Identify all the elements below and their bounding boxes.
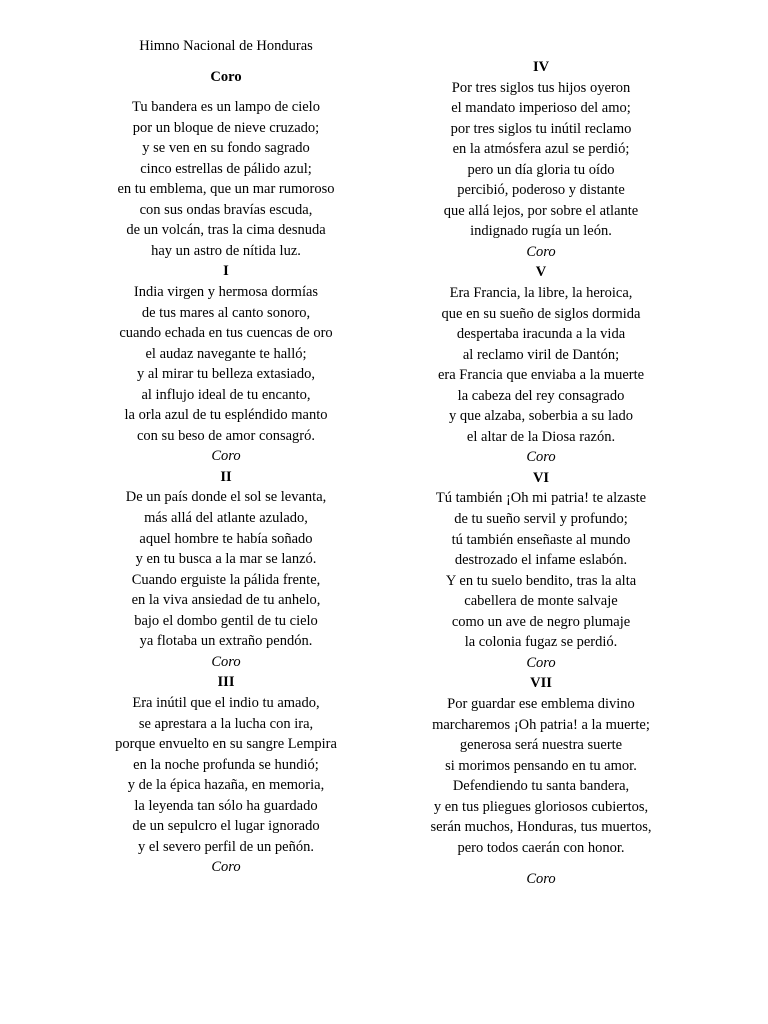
- stanza-numeral: I: [223, 263, 229, 280]
- verse-line: en tu emblema, que un mar rumoroso: [117, 181, 335, 198]
- verse-line: el altar de la Diosa razón.: [466, 428, 616, 445]
- stanza-7: [411, 673, 671, 889]
- left-column: [96, 36, 356, 878]
- chorus-reference: Coro: [526, 243, 556, 260]
- verse-line: Cuando erguiste la pálida frente,: [131, 571, 321, 588]
- right-column: [411, 57, 671, 890]
- verse-line: tú también enseñaste al mundo: [451, 531, 631, 548]
- verse-line: en la noche profunda se hundió;: [133, 756, 319, 773]
- verse-line: de un volcán, tras la cima desnuda: [126, 222, 326, 239]
- stanza-2: [96, 467, 356, 672]
- verse-line: con su beso de amor consagró.: [137, 427, 315, 444]
- verse-line: hay un astro de nítida luz.: [151, 242, 301, 259]
- verse-line: y que alzaba, soberbia a su lado: [449, 408, 633, 425]
- verse-line: India virgen y hermosa dormías: [133, 284, 319, 301]
- verse-line: de tus mares al canto sonoro,: [141, 304, 311, 321]
- verse-line: Defendiendo tu santa bandera,: [452, 778, 630, 795]
- verse-line: y en tu busca a la mar se lanzó.: [135, 551, 317, 568]
- verse-line: aquel hombre te había soñado: [139, 530, 313, 547]
- verse-line: y se ven en su fondo sagrado: [142, 140, 310, 157]
- stanza-1: [96, 261, 356, 466]
- verse-line: cinco estrellas de pálido azul;: [140, 160, 312, 177]
- verse-line: y el severo perfil de un peñón.: [138, 838, 314, 855]
- stanza-numeral: VI: [532, 469, 550, 486]
- chorus-reference: Coro: [526, 871, 556, 888]
- verse-line: Y en tu suelo bendito, tras la alta: [445, 572, 637, 589]
- stanza-numeral: V: [535, 264, 547, 281]
- verse-line: bajo el dombo gentil de tu cielo: [134, 612, 318, 629]
- stanza-numeral: IV: [532, 59, 550, 75]
- stanza-numeral: VII: [530, 675, 552, 692]
- chorus-reference: Coro: [526, 449, 556, 466]
- chorus-heading: Coro: [210, 68, 242, 85]
- verse-line: generosa será nuestra suerte: [459, 737, 623, 754]
- verse-line: Era inútil que el indio tu amado,: [132, 694, 320, 711]
- verse-line: por tres siglos tu inútil reclamo: [450, 120, 632, 137]
- verse-line: en la atmósfera azul se perdió;: [452, 141, 630, 158]
- verse-line: al reclamo viril de Dantón;: [462, 346, 620, 363]
- verse-line: era Francia que enviaba a la muerte: [437, 367, 645, 384]
- stanza-4: [411, 57, 671, 262]
- verse-line: indignado rugía un león.: [470, 223, 612, 240]
- verse-line: de un sepulcro el lugar ignorado: [132, 818, 320, 835]
- verse-line: la colonia fugaz se perdió.: [464, 634, 618, 651]
- chorus-reference: Coro: [211, 448, 241, 465]
- verse-line: la orla azul de tu espléndido manto: [124, 407, 328, 424]
- verse-line: Era Francia, la libre, la heroica,: [449, 285, 633, 302]
- verse-line: cuando echada en tus cuencas de oro: [119, 325, 333, 342]
- verse-line: Tu bandera es un lampo de cielo: [132, 99, 320, 116]
- verse-line: de tu sueño servil y profundo;: [454, 511, 628, 528]
- verse-line: si morimos pensando en tu amor.: [445, 757, 637, 774]
- verse-line: cabellera de monte salvaje: [464, 593, 618, 610]
- stanza-numeral: II: [220, 468, 232, 485]
- verse-line: se aprestara a la lucha con ira,: [138, 715, 314, 732]
- verse-line: la leyenda tan sólo ha guardado: [134, 797, 318, 814]
- chorus-reference: Coro: [211, 859, 241, 876]
- stanza-6: [411, 468, 671, 673]
- verse-line: Por tres siglos tus hijos oyeron: [451, 79, 631, 96]
- document-title: Himno Nacional de Honduras: [139, 38, 313, 54]
- verse-line: y de la épica hazaña, en memoria,: [127, 777, 325, 794]
- chorus-stanza: [96, 97, 356, 261]
- verse-line: que allá lejos, por sobre el atlante: [443, 202, 639, 219]
- verse-line: pero todos caerán con honor.: [457, 839, 625, 856]
- verse-line: Por guardar ese emblema divino: [447, 695, 635, 712]
- verse-line: De un país donde el sol se levanta,: [125, 489, 327, 506]
- verse-line: por un bloque de nieve cruzado;: [132, 119, 320, 136]
- verse-line: el mandato imperioso del amo;: [451, 100, 631, 117]
- verse-line: serán muchos, Honduras, tus muertos,: [430, 819, 652, 836]
- verse-line: el audaz navegante te halló;: [145, 345, 307, 362]
- verse-line: y al mirar tu belleza extasiado,: [137, 366, 315, 383]
- verse-line: que en su sueño de siglos dormida: [441, 305, 641, 322]
- verse-line: percibió, poderoso y distante: [457, 182, 625, 199]
- verse-line: y en tus pliegues gloriosos cubiertos,: [433, 798, 649, 815]
- stanza-5: [411, 262, 671, 467]
- chorus-reference: Coro: [211, 653, 241, 670]
- verse-line: pero un día gloria tu oído: [467, 161, 615, 178]
- verse-line: con sus ondas bravías escuda,: [139, 201, 313, 218]
- verse-line: porque envuelto en su sangre Lempira: [115, 736, 337, 753]
- verse-line: destrozado el infame eslabón.: [454, 552, 628, 569]
- verse-line: más allá del atlante azulado,: [144, 510, 308, 527]
- verse-line: la cabeza del rey consagrado: [457, 387, 625, 404]
- verse-line: Tú también ¡Oh mi patria! te alzaste: [435, 490, 647, 507]
- verse-line: como un ave de negro plumaje: [451, 613, 631, 630]
- verse-line: ya flotaba un extraño pendón.: [139, 633, 313, 650]
- chorus-reference: Coro: [526, 654, 556, 671]
- stanza-3: [96, 672, 356, 877]
- stanza-numeral: III: [217, 674, 235, 691]
- verse-line: marcharemos ¡Oh patria! a la muerte;: [432, 716, 650, 733]
- verse-line: despertaba iracunda a la vida: [456, 326, 626, 343]
- verse-line: al influjo ideal de tu encanto,: [141, 386, 311, 403]
- verse-line: en la viva ansiedad de tu anhelo,: [131, 592, 321, 609]
